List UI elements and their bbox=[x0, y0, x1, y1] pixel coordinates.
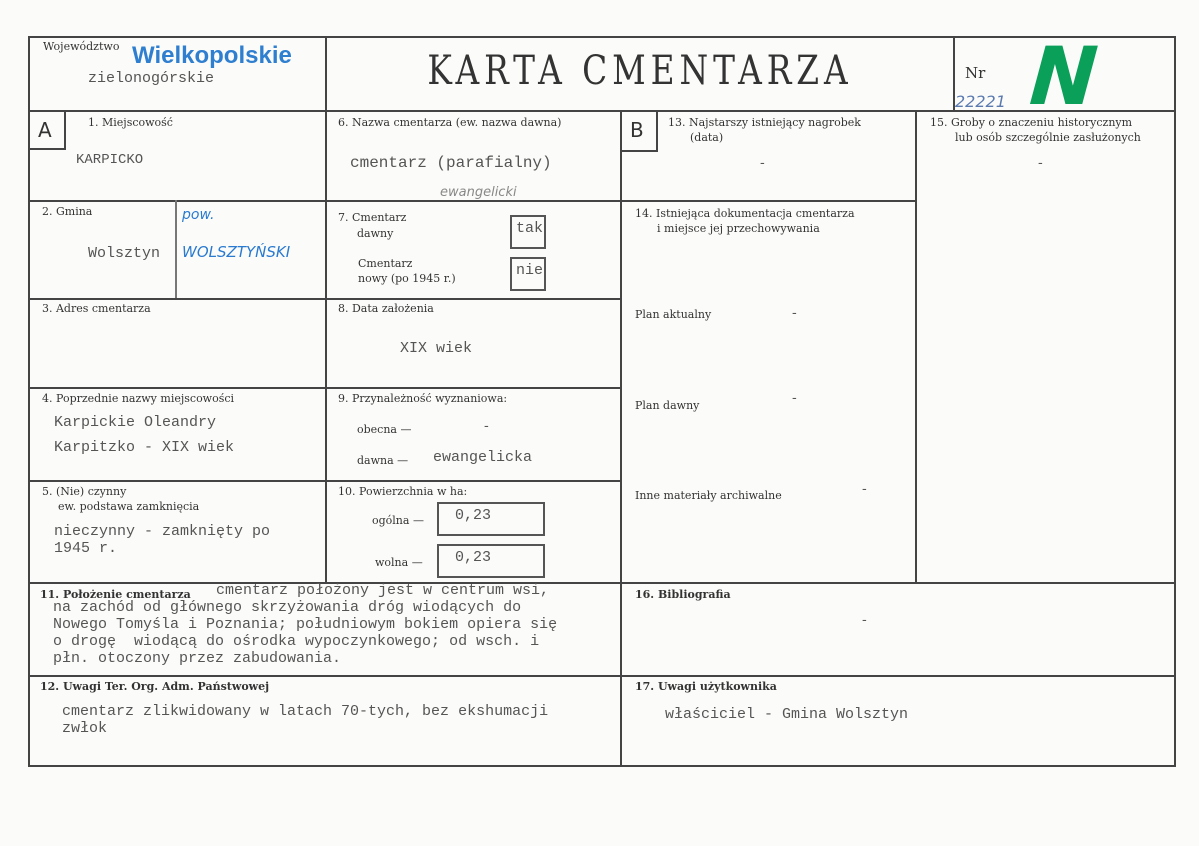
field-4-value: Karpickie Oleandry bbox=[54, 414, 217, 431]
field-12-line: zwłok bbox=[62, 720, 108, 737]
field-15-label: 15. Groby o znaczeniu historycznym bbox=[930, 116, 1133, 129]
field-6-hand: ewangelicki bbox=[440, 185, 517, 200]
nr-label: Nr bbox=[965, 64, 986, 82]
field-11-line: o drogę wiodącą do ośrodka wypoczynkowego; od wsch. i bbox=[53, 633, 540, 650]
field-10-free-box: 0,23 bbox=[437, 544, 545, 578]
field-10-label: 10. Powierzchnia w ha: bbox=[338, 485, 468, 498]
nr-handwritten: 22221 bbox=[955, 92, 1006, 111]
field-7-label: Cmentarz bbox=[358, 257, 413, 270]
other-materials-label: Inne materiały archiwalne bbox=[635, 489, 782, 502]
field-9-label: 9. Przynależność wyznaniowa: bbox=[338, 392, 508, 405]
field-14-cell bbox=[620, 200, 917, 584]
voivodeship-typed: zielonogórskie bbox=[88, 70, 215, 87]
new-cemetery-box[interactable]: nie bbox=[510, 257, 546, 291]
plan-current-value: - bbox=[792, 305, 797, 321]
field-4-label: 4. Poprzednie nazwy miejscowości bbox=[42, 392, 235, 405]
field-10-free-label: wolna — bbox=[375, 556, 423, 569]
field-8-label: 8. Data założenia bbox=[338, 302, 434, 315]
field-4-value: Karpitzko - XIX wiek bbox=[54, 439, 235, 456]
field-1-cell bbox=[28, 110, 327, 202]
field-16-value: - bbox=[862, 612, 867, 628]
field-11-label: 11. Położenie cmentarza bbox=[40, 588, 191, 601]
field-17-value: właściciel - Gmina Wolsztyn bbox=[665, 706, 909, 723]
field-10-total-label: ogólna — bbox=[372, 514, 424, 527]
field-13-value: - bbox=[760, 155, 765, 171]
field-1-label: 1. Miejscowość bbox=[88, 116, 173, 129]
page-title: KARTA CMENTARZA bbox=[427, 48, 853, 94]
field-7-label: dawny bbox=[357, 227, 394, 240]
field-13-label: 13. Najstarszy istniejący nagrobek bbox=[668, 116, 861, 129]
voivodeship-label: Województwo bbox=[43, 40, 120, 53]
field-2-value: Wolsztyn bbox=[88, 245, 161, 262]
field-13-label: (data) bbox=[690, 131, 724, 144]
section-b-letter: B bbox=[630, 118, 644, 142]
field-16-label: 16. Bibliografia bbox=[635, 588, 731, 601]
field-9-former-label: dawna — bbox=[357, 454, 409, 467]
field-15-value: - bbox=[1038, 155, 1043, 171]
field-10-total-box: 0,23 bbox=[437, 502, 545, 536]
field-3-label: 3. Adres cmentarza bbox=[42, 302, 151, 315]
field-5-value: 1945 r. bbox=[54, 540, 118, 557]
field-7-label: nowy (po 1945 r.) bbox=[358, 272, 456, 285]
field-15-cell bbox=[915, 110, 1176, 584]
other-materials-value: - bbox=[862, 481, 867, 497]
field-1-value: KARPICKO bbox=[76, 152, 144, 168]
field-14-label: i miejsce jej przechowywania bbox=[657, 222, 820, 235]
field-17-label: 17. Uwagi użytkownika bbox=[635, 680, 777, 693]
field-11-line: na zachód od głównego skrzyżowania dróg wiodących do bbox=[53, 599, 522, 616]
voivodeship-stamp: Wielkopolskie bbox=[132, 42, 292, 69]
field-5-label: 5. (Nie) czynny bbox=[42, 485, 127, 498]
field-2-hand-pow: pow. bbox=[182, 207, 215, 223]
field-6-label: 6. Nazwa cmentarza (ew. nazwa dawna) bbox=[338, 116, 562, 129]
section-a-letter: A bbox=[38, 118, 52, 142]
plan-current-label: Plan aktualny bbox=[635, 308, 712, 321]
marker-letter: N bbox=[1017, 30, 1110, 123]
field-9-current-label: obecna — bbox=[357, 423, 412, 436]
field-8-value: XIX wiek bbox=[400, 340, 473, 357]
field-2-label: 2. Gmina bbox=[42, 205, 93, 218]
field-11-line: cmentarz położony jest w centrum wsi, bbox=[216, 582, 550, 599]
field-11-line: płn. otoczony przez zabudowania. bbox=[53, 650, 342, 667]
field-2-hand-county: WOLSZTYŃSKI bbox=[182, 243, 291, 261]
plan-old-value: - bbox=[792, 390, 797, 406]
field-6-value: cmentarz (parafialny) bbox=[350, 154, 552, 172]
field-9-former-value: ewangelicka bbox=[433, 449, 533, 466]
divider bbox=[175, 200, 177, 298]
field-15-label: lub osób szczególnie zasłużonych bbox=[955, 131, 1141, 144]
field-7-label: 7. Cmentarz bbox=[338, 211, 407, 224]
field-14-label: 14. Istniejąca dokumentacja cmentarza bbox=[635, 207, 855, 220]
field-11-line: Nowego Tomyśla i Poznania; południowym bokiem opiera się bbox=[53, 616, 558, 633]
field-12-label: 12. Uwagi Ter. Org. Adm. Państwowej bbox=[40, 680, 270, 693]
old-cemetery-box[interactable]: tak bbox=[510, 215, 546, 249]
field-9-current-value: - bbox=[484, 418, 489, 434]
field-5-value: nieczynny - zamknięty po bbox=[54, 523, 271, 540]
field-12-line: cmentarz zlikwidowany w latach 70-tych, bez ekshumacji bbox=[62, 703, 549, 720]
plan-old-label: Plan dawny bbox=[635, 399, 700, 412]
field-5-sublabel: ew. podstawa zamknięcia bbox=[58, 500, 200, 513]
